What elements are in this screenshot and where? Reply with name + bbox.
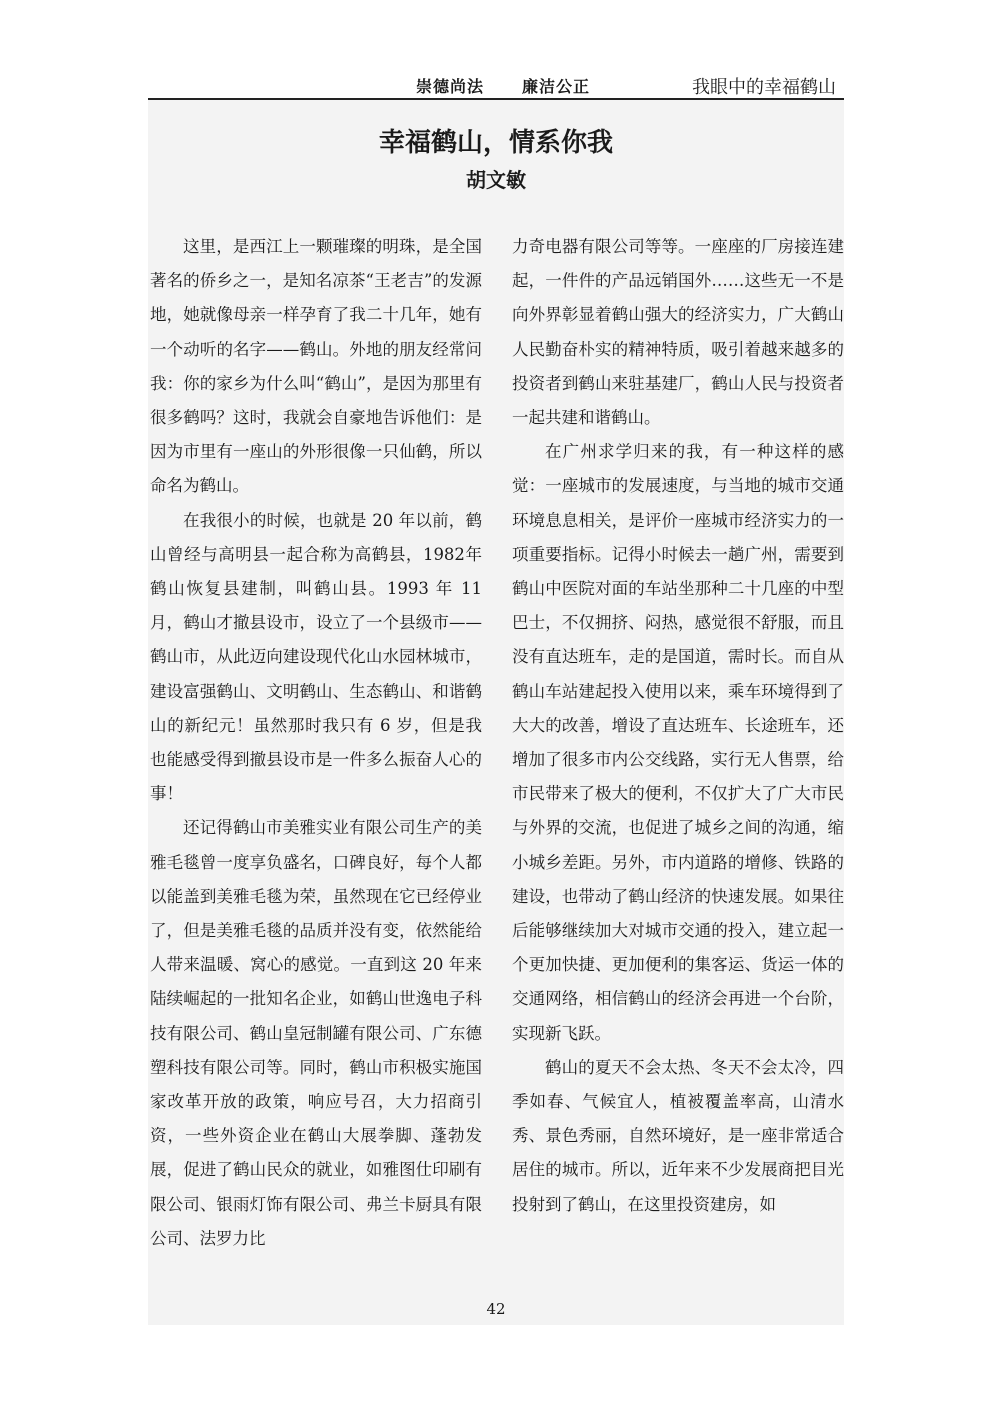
motto-right: 廉洁公正 (522, 77, 591, 96)
paragraph: 鹤山的夏天不会太热、冬天不会太冷，四季如春、气候宜人，植被覆盖率高，山清水秀、景色秀丽，自然环境好，是一座非常适合居住的城市。所以，近年来不少发展商把目光投射到了鹤山，在这里投资建房，如 (512, 1057, 844, 1214)
paragraph: 在广州求学归来的我，有一种这样的感觉：一座城市的发展速度，与当地的城市交通环境息息相关，是评价一座城市经济实力的一项重要指标。记得小时候去一趟广州，需要到鹤山中医院对面的车站坐那种二十几座的中型巴士，不仅拥挤、闷热，感觉很不舒服，而且没有直达班车，走的是国道，需时长。而自从鹤山车站建起投入使用以来，乘车环境得到了大大的改善，增设了直达班车、长途班车，还增加了很多市内公交线路，实行无人售票，给市民带来了极大的便利，不仅扩大了广大市民与外界的交流，也促进了城乡之间的沟通，缩小城乡差距。另外，市内道路的增修、铁路的建设，也带动了鹤山经济的快速发展。如果往后能够继续加大对城市交通的投入，建立起一个更加快捷、更加便利的集客运、货运一体的交通网络，相信鹤山的经济会再进一个台阶，实现新飞跃。 (512, 442, 844, 1043)
page-number: 42 (486, 1300, 506, 1318)
header-motto (416, 74, 628, 97)
left-column (150, 230, 482, 1256)
right-column (512, 230, 844, 1222)
paragraph: 在我很小的时候，也就是 20 年以前，鹤山曾经与高明县一起合称为高鹤县，1982年鹤山恢复县建制，叫鹤山县。1993 年 11月，鹤山才撤县设市，设立了一个县级市——鹤山市，从此迈向建设现代化山水园林城市，建设富强鹤山、文明鹤山、生态鹤山、和谐鹤山的新纪元！虽然那时我只有 6 岁，但是我也能感受得到撤县设市是一件多么振奋人心的事！ (150, 510, 482, 804)
article-title: 幸福鹤山，情系你我 (378, 128, 613, 158)
paragraph: 这里，是西江上一颗璀璨的明珠，是全国著名的侨乡之一，是知名凉茶“王老吉”的发源地，她就像母亲一样孕育了我二十几年，她有一个动听的名字——鹤山。外地的朋友经常问我：你的家乡为什么叫“鹤山”，是因为那里有很多鹤吗？这时，我就会自豪地告诉他们：是因为市里有一座山的外形很像一只仙鹤，所以命名为鹤山。 (150, 237, 482, 496)
running-header (148, 70, 844, 100)
header-section-title: 我眼中的幸福鹤山 (692, 77, 836, 98)
paragraph-continued: 力奇电器有限公司等等。一座座的厂房接连建起，一件件的产品远销国外……这些无一不是向外界彰显着鹤山强大的经济实力，广大鹤山人民勤奋朴实的精神特质，吸引着越来越多的投资者到鹤山来驻基建厂，鹤山人民与投资者一起共建和谐鹤山。 (512, 237, 844, 428)
motto-left: 崇德尚法 (416, 77, 485, 96)
paragraph: 还记得鹤山市美雅实业有限公司生产的美雅毛毯曾一度享负盛名，口碑良好，每个人都以能盖到美雅毛毯为荣，虽然现在它已经停业了，但是美雅毛毯的品质并没有变，依然能给人带来温暖、窝心的感觉。一直到这 20 年来陆续崛起的一批知名企业，如鹤山世逸电子科技有限公司、鹤山皇冠制罐有限公司、广东德塑科技有限公司等。同时，鹤山市积极实施国家改革开放的政策，响应号召，大力招商引资，一些外资企业在鹤山大展拳脚、蓬勃发展，促进了鹤山民众的就业，如雅图仕印刷有限公司、银雨灯饰有限公司、弗兰卡厨具有限公司、法罗力比 (150, 818, 482, 1248)
article-author: 胡文敏 (466, 168, 526, 192)
